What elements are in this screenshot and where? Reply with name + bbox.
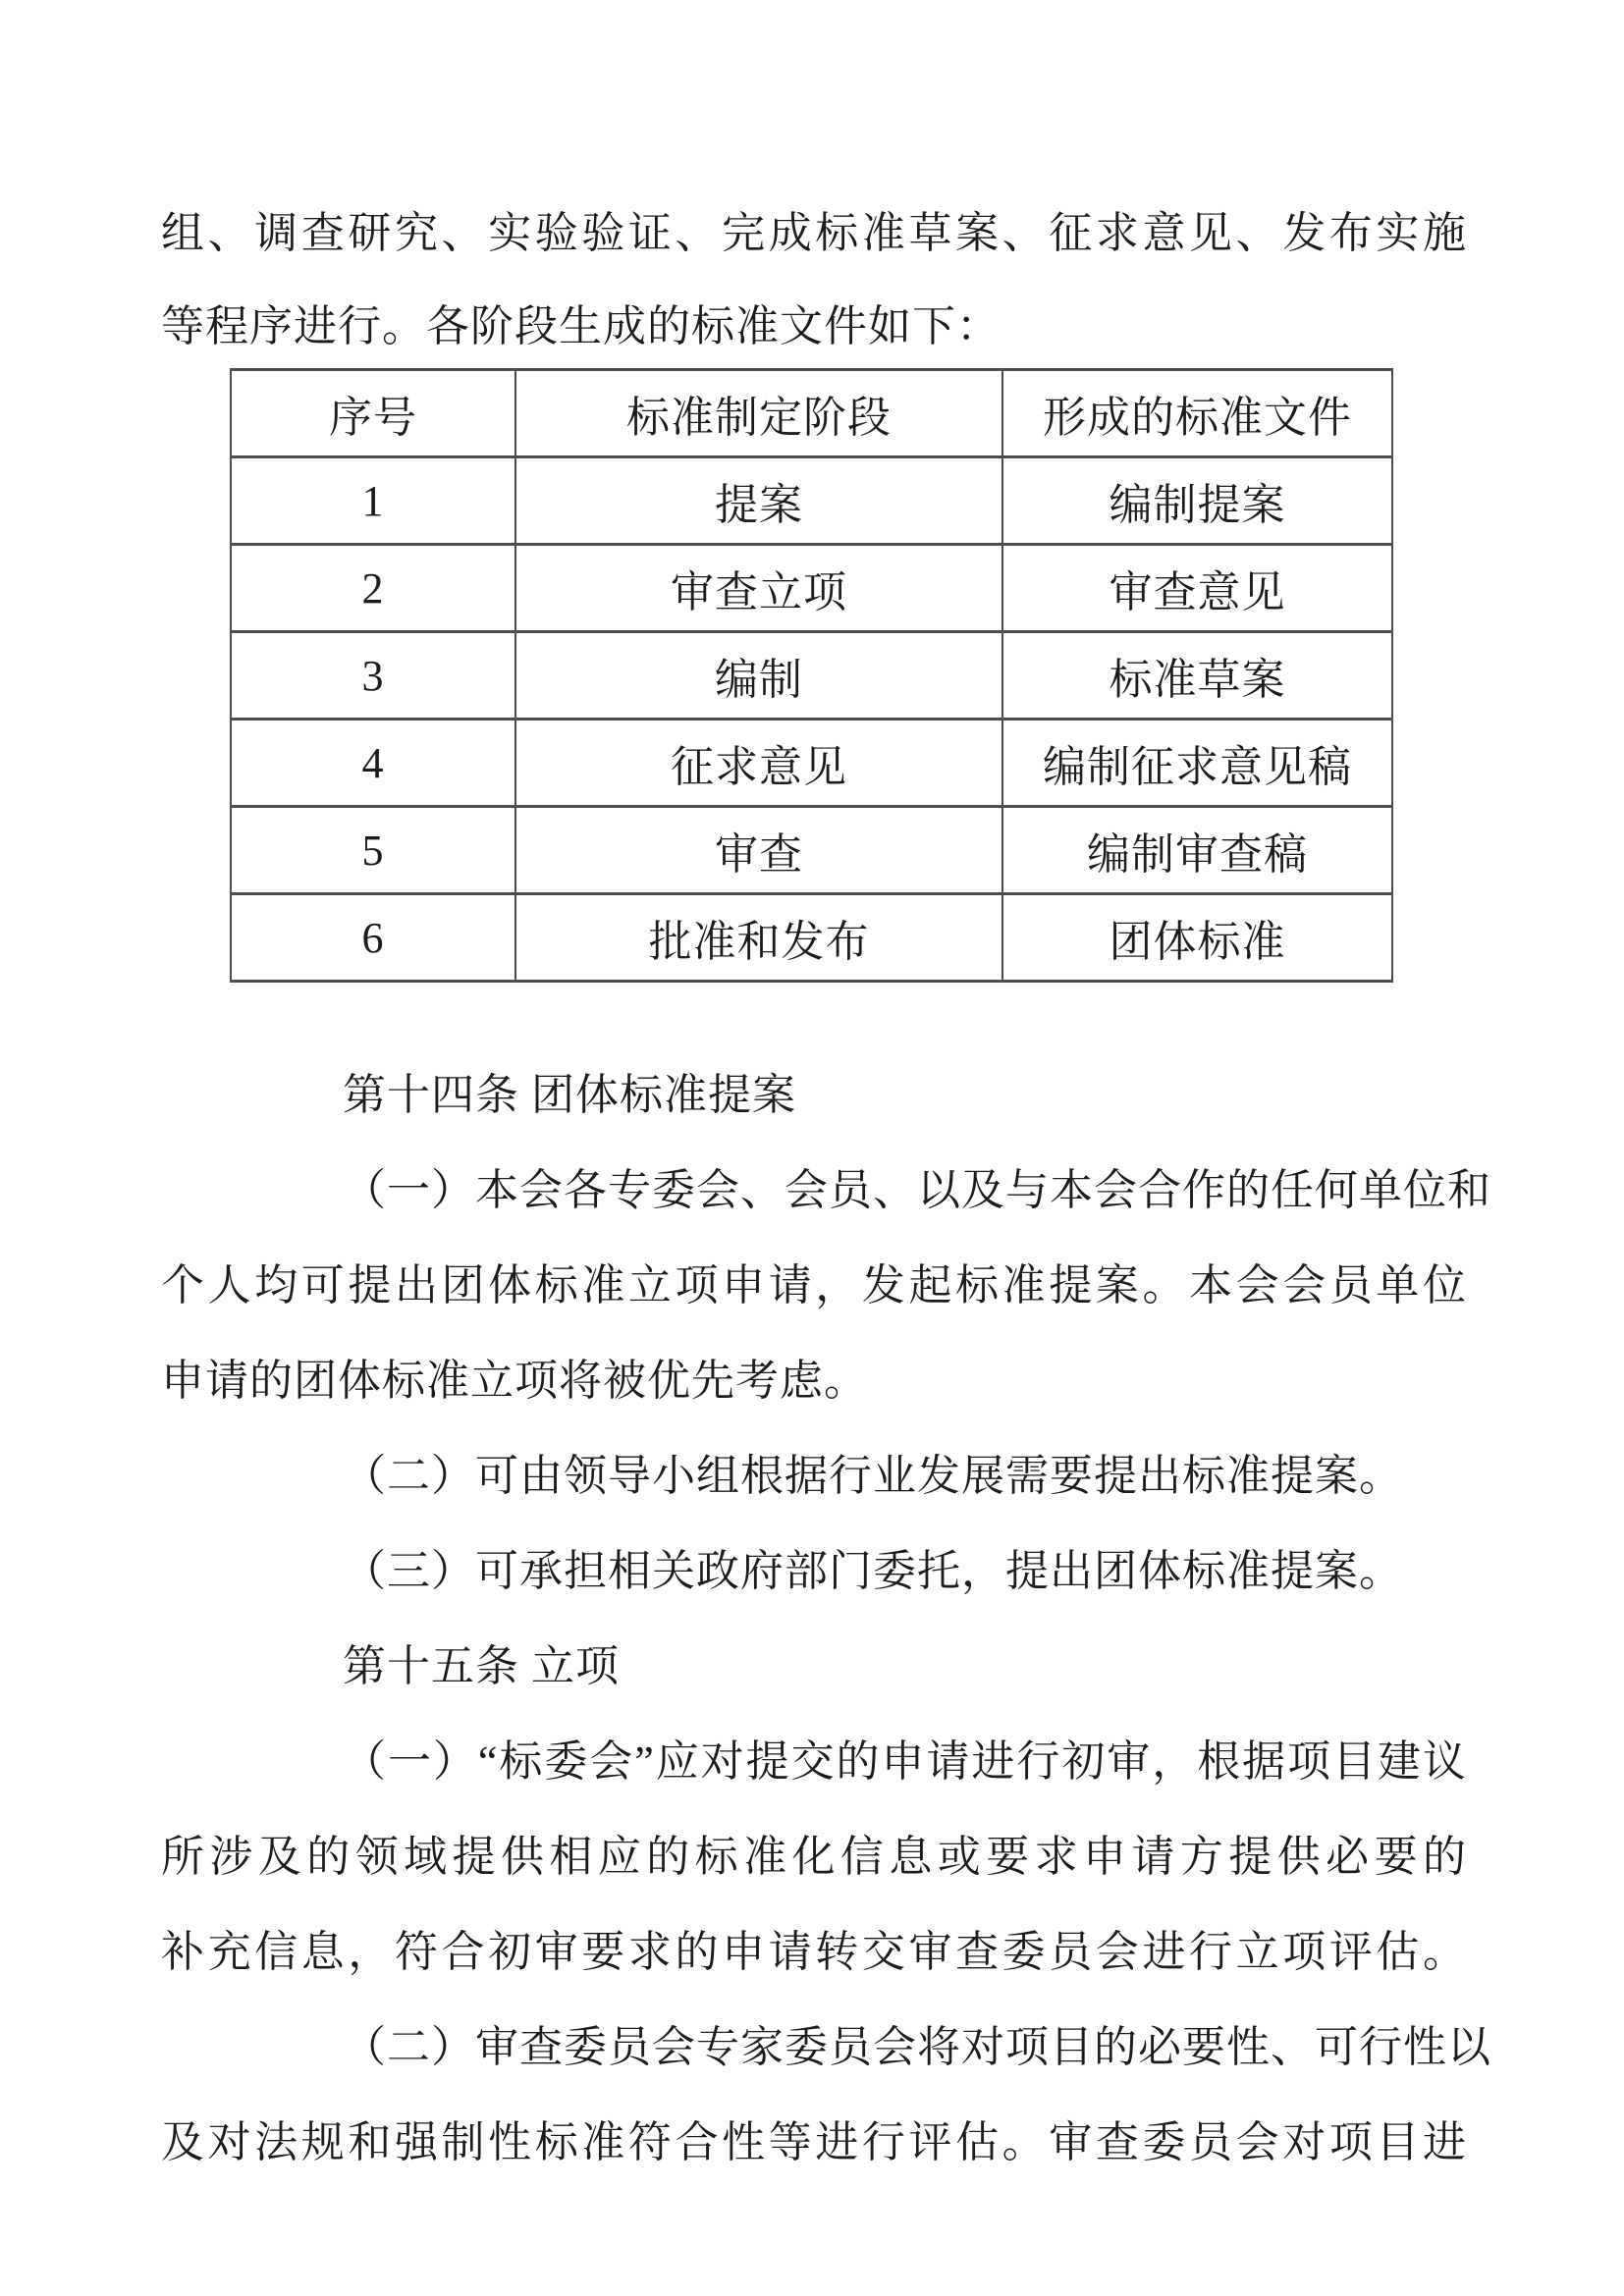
intro-paragraph [161,187,1467,373]
table-cell: 编制提案 [1002,457,1392,545]
section-heading: 第十四条 团体标准提案 [343,1071,796,1119]
table-cell: 编制 [515,632,1002,720]
text-line: 及对法规和强制性标准符合性等进行评估。审查委员会对项目进 [161,2118,1467,2166]
table-cell: 征求意见 [515,720,1002,807]
table-cell: 团体标准 [1002,894,1392,982]
table-cell: 编制征求意见稿 [1002,720,1392,807]
table-row [231,720,1392,807]
table-cell: 4 [231,720,515,807]
text-line: 等程序进行。各阶段生成的标准文件如下： [161,302,1001,350]
table-cell: 标准草案 [1002,632,1392,720]
table-cell: 审查 [515,807,1002,894]
table-cell: 6 [231,894,515,982]
table-cell: 3 [231,632,515,720]
table-header-cell: 形成的标准文件 [1002,370,1392,457]
table-cell: 批准和发布 [515,894,1002,982]
text-line: 个人均可提出团体标准立项申请，发起标准提案。本会会员单位 [161,1261,1467,1309]
table-row [231,632,1392,720]
table-cell: 2 [231,545,515,632]
text-line: 申请的团体标准立项将被优先考虑。 [161,1357,868,1405]
standards-stage-table [230,368,1393,983]
text-line: （三）可承担相关政府部门委托，提出团体标准提案。 [343,1547,1403,1595]
text-line: （二）可由领导小组根据行业发展需要提出标准提案。 [343,1452,1403,1500]
text-line: 所涉及的领域提供相应的标准化信息或要求申请方提供必要的 [161,1833,1467,1881]
table-header-row [231,370,1392,457]
table-row [231,894,1392,982]
section-heading: 第十五条 立项 [343,1642,620,1690]
table-cell: 1 [231,457,515,545]
table-row [231,807,1392,894]
table-header-cell: 标准制定阶段 [515,370,1002,457]
article-14-section [161,1047,1491,1619]
text-line: （二）审查委员会专家委员会将对项目的必要性、可行性以 [343,2023,1491,2071]
text-line: 补充信息，符合初审要求的申请转交审查委员会进行立项评估。 [161,1928,1467,1976]
table-cell: 编制审查稿 [1002,807,1392,894]
table-cell: 5 [231,807,515,894]
table-row [231,457,1392,545]
table-cell: 审查立项 [515,545,1002,632]
text-line: （一）本会各专委会、会员、以及与本会合作的任何单位和 [343,1166,1491,1214]
table-header-cell: 序号 [231,370,515,457]
table-row [231,545,1392,632]
table-cell: 审查意见 [1002,545,1392,632]
text-column [161,187,1491,2190]
table-cell: 提案 [515,457,1002,545]
article-15-section [161,1619,1491,2190]
text-line: 组、调查研究、实验验证、完成标准草案、征求意见、发布实施 [161,209,1467,257]
text-line: （一）“标委会”应对提交的申请进行初审，根据项目建议 [343,1737,1467,1786]
